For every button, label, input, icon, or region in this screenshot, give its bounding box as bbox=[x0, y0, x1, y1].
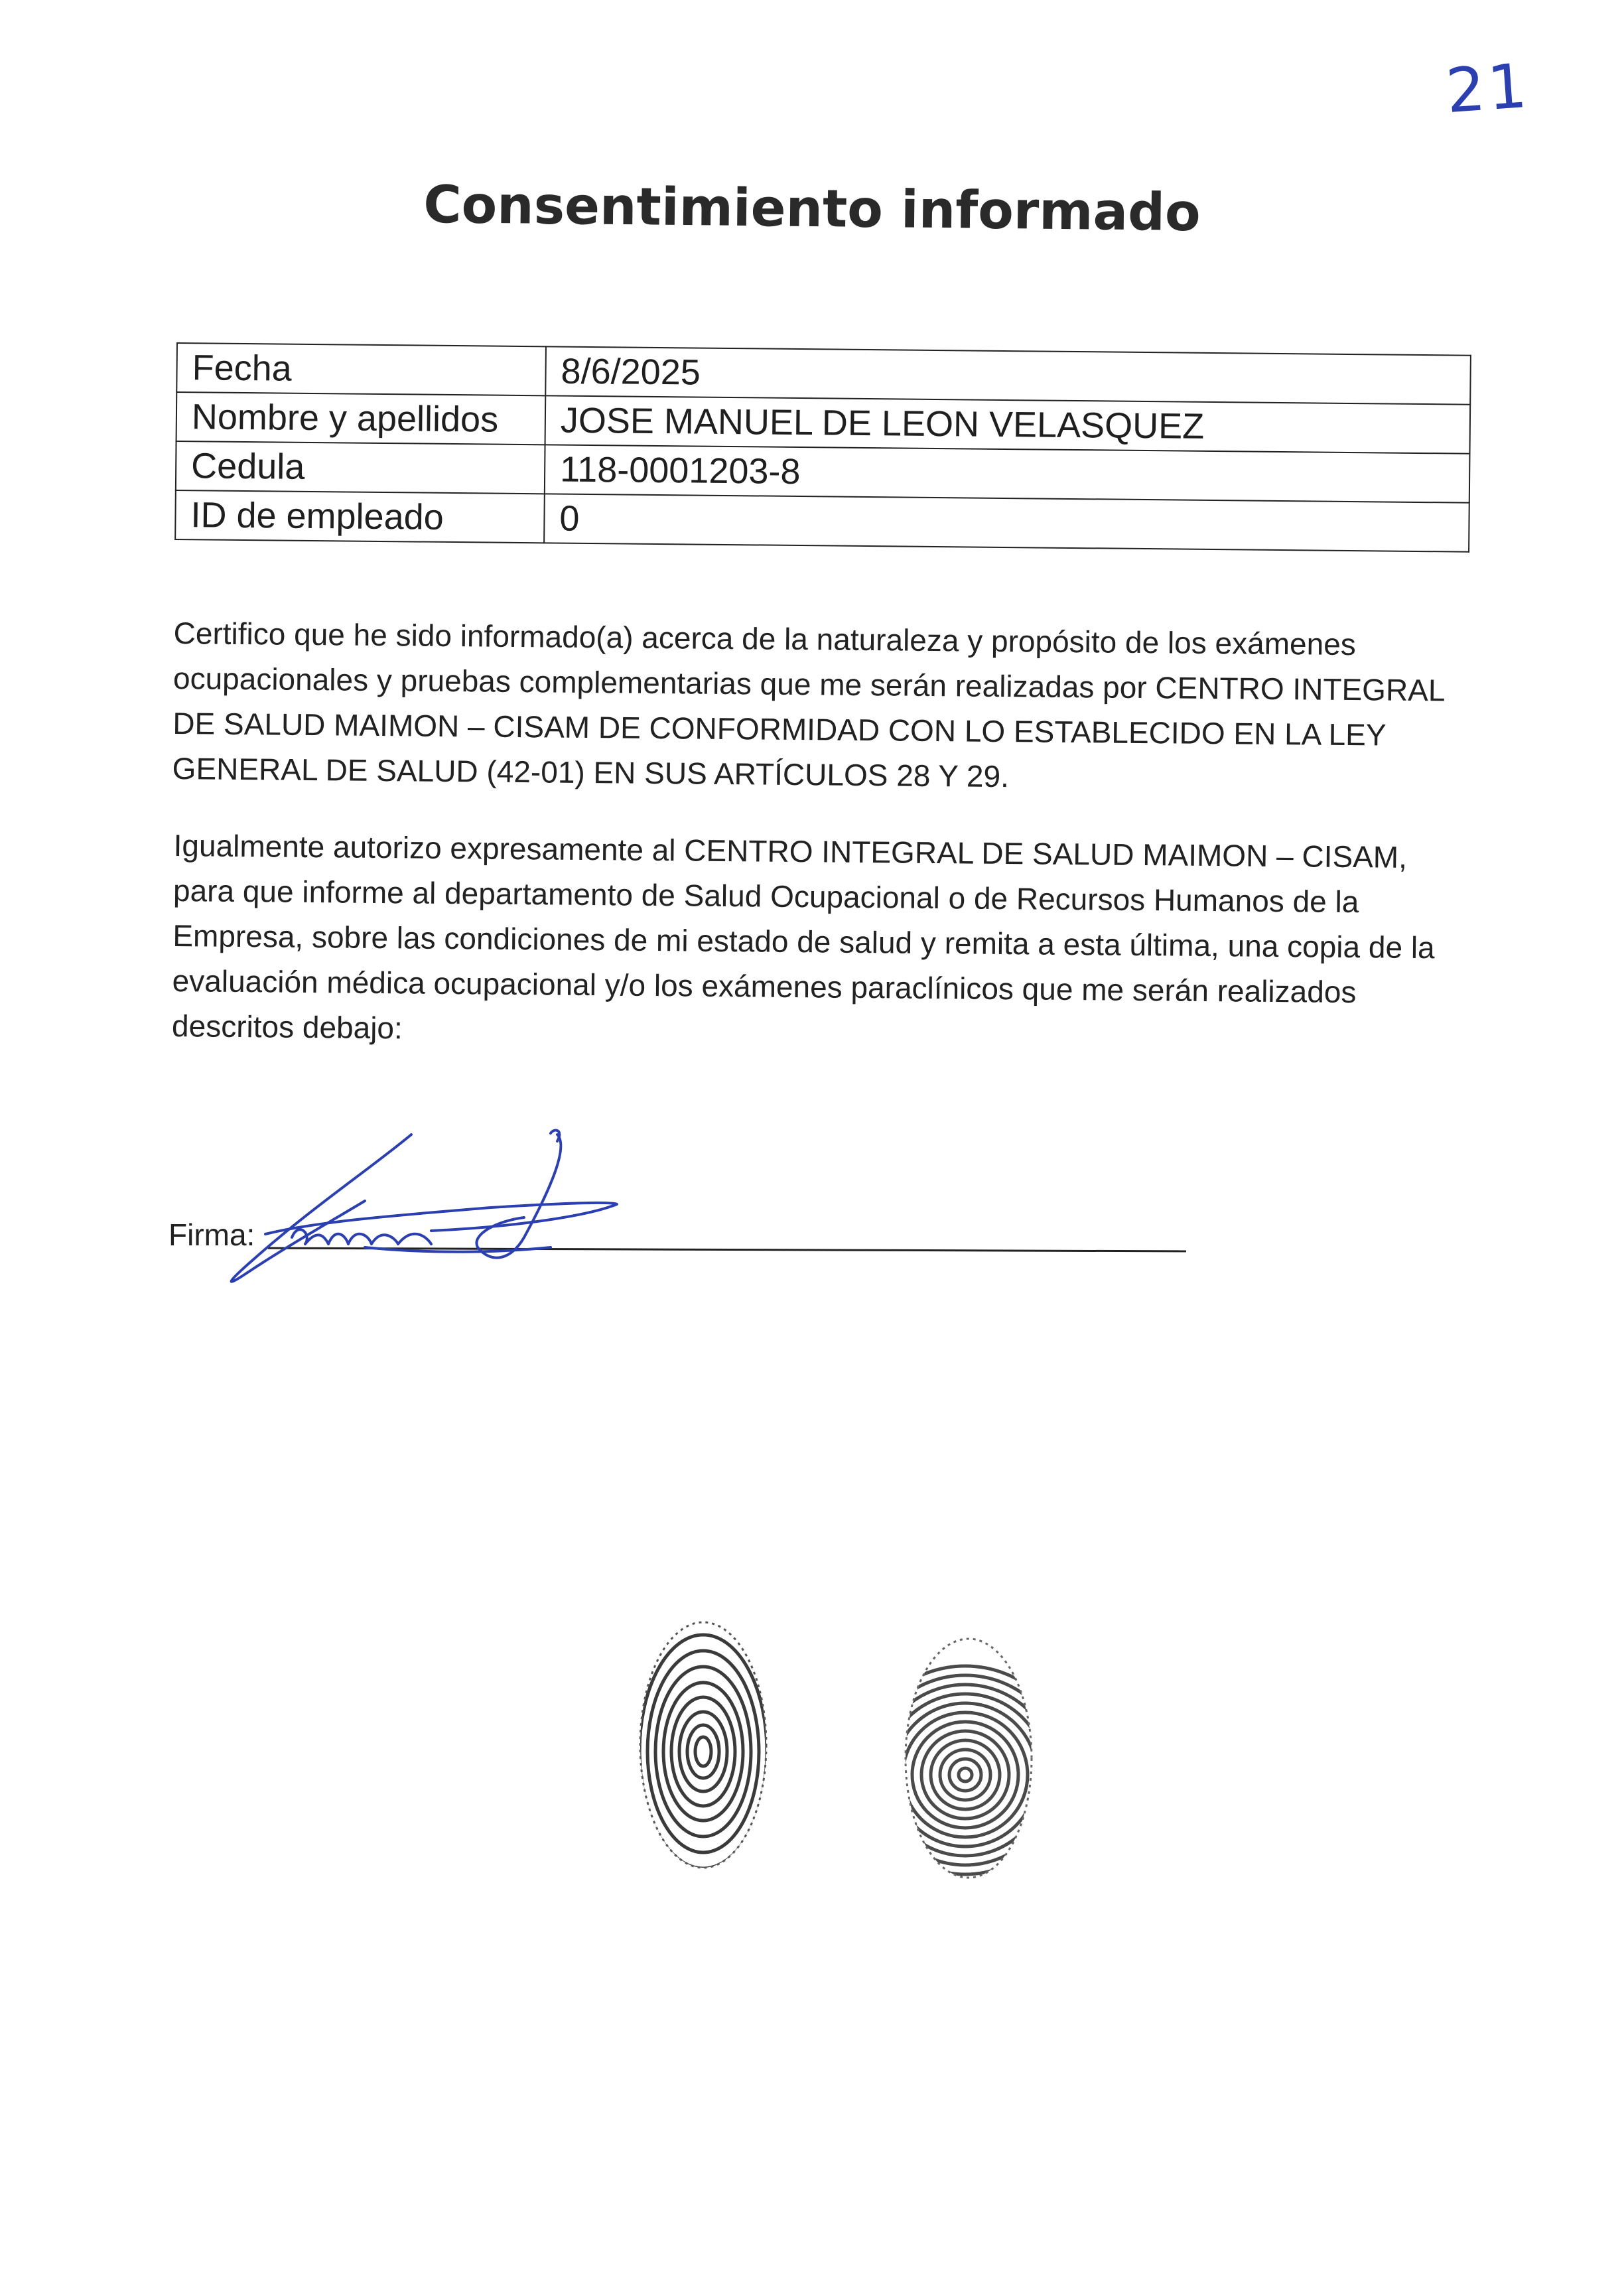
consent-paragraph-1: Certifico que he sido informado(a) acerca de la naturaleza y propósito de los exámenes ocupacionales y pruebas complementarias que me serán realizadas por CENTRO INTEGRAL DE SALUD MAIMON – CISAM DE CONFORMIDAD CON LO ESTABLECIDO EN LA LEY GENERAL DE SALUD (42-01) EN SUS ARTÍCULOS 28 Y 29. bbox=[172, 615, 1445, 794]
fingerprint-icon bbox=[902, 1632, 1035, 1884]
consent-paragraph-2: Igualmente autorizo expresamente al CENTRO INTEGRAL DE SALUD MAIMON – CISAM, para que informe al departamento de Salud Ocupacional o de Recursos Humanos de la Empresa, sobre las condiciones de mi estado de salud y remita a esta última, una copia de la evaluación médica ocupacional y/o los exámenes paraclínicos que me serán realizados descritos debajo: bbox=[171, 827, 1435, 1046]
row-value-cedula: 118-0001203-8 bbox=[545, 445, 1470, 502]
employee-info-table bbox=[174, 342, 1471, 553]
row-label-nombre: Nombre y apellidos bbox=[176, 392, 546, 445]
row-label-cedula: Cedula bbox=[176, 441, 545, 494]
row-label-fecha: Fecha bbox=[176, 343, 546, 395]
handwritten-page-number: 21 bbox=[1444, 50, 1532, 127]
fingerprint-icon bbox=[637, 1619, 770, 1871]
row-label-id-empleado: ID de empleado bbox=[175, 490, 545, 543]
row-value-id-empleado: 0 bbox=[544, 494, 1469, 551]
document-title: Consentimiento informado bbox=[423, 174, 1201, 243]
handwritten-signature-icon bbox=[212, 1121, 637, 1294]
row-value-nombre: JOSE MANUEL DE LEON VELASQUEZ bbox=[545, 395, 1471, 453]
signature-label: Firma: bbox=[169, 1217, 255, 1252]
row-value-fecha: 8/6/2025 bbox=[545, 346, 1471, 404]
